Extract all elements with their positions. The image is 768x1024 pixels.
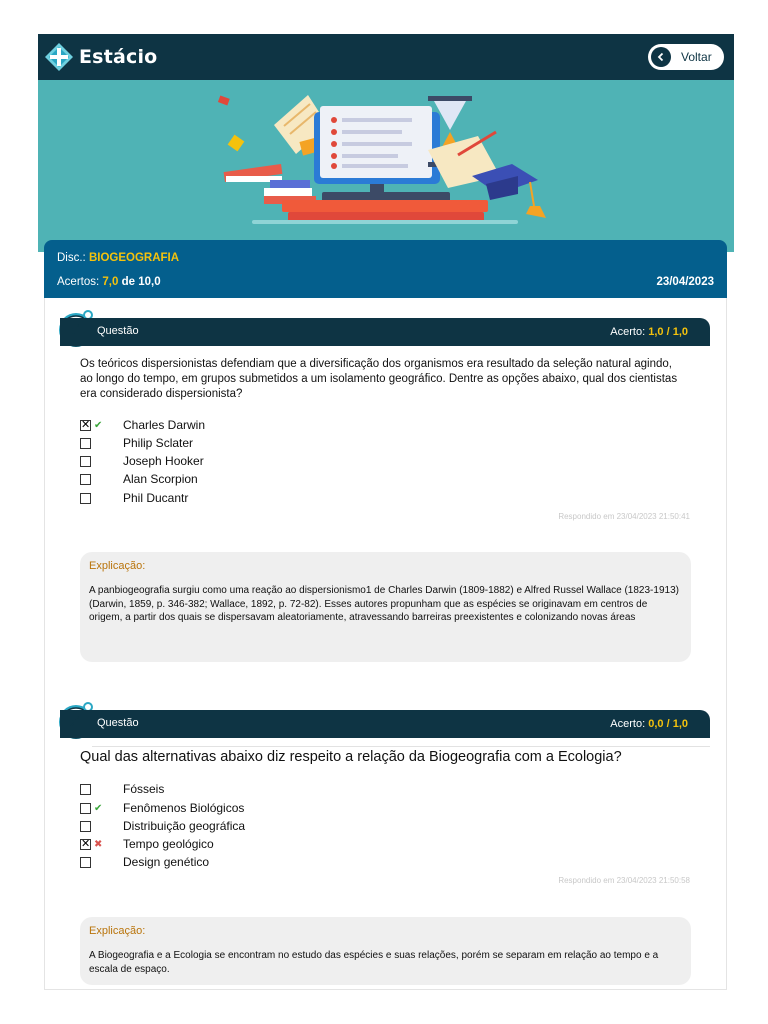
question-score-separator: / xyxy=(666,326,670,338)
question-header xyxy=(60,710,710,738)
back-button[interactable] xyxy=(648,44,724,70)
option-1[interactable] xyxy=(80,417,206,433)
exam-date: 23/04/2023 xyxy=(656,276,714,288)
question-score-label: Acerto: xyxy=(610,718,646,730)
explanation-title: Explicação: xyxy=(89,925,146,937)
top-bar xyxy=(38,34,734,80)
option-label: Fósseis xyxy=(123,782,165,796)
answered-timestamp: Respondido em 23/04/2023 21:50:58 xyxy=(558,876,690,885)
option-label: Phil Ducantr xyxy=(123,491,189,505)
option-5[interactable] xyxy=(80,854,210,870)
question-score-got: 1,0 xyxy=(648,326,664,338)
question-score-max: 1,0 xyxy=(672,326,688,338)
brand-name: Estácio xyxy=(79,46,158,68)
question-text: Qual das alternativas abaixo diz respeito a relação da Biogeografia com a Ecologia? xyxy=(80,749,622,765)
discipline-label: Disc.: xyxy=(57,252,86,264)
checkbox[interactable] xyxy=(80,821,91,832)
question-label: Questão xyxy=(97,325,139,337)
option-label: Tempo geológico xyxy=(123,837,214,851)
option-3[interactable] xyxy=(80,453,204,469)
checkbox[interactable] xyxy=(80,438,91,449)
option-1[interactable] xyxy=(80,781,165,797)
discipline-value: BIOGEOGRAFIA xyxy=(88,252,180,264)
score-total: de 10,0 xyxy=(121,276,161,288)
checkbox[interactable] xyxy=(80,857,91,868)
question-score-label: Acerto: xyxy=(610,326,646,338)
chevron-left-icon xyxy=(651,47,671,67)
checkbox[interactable] xyxy=(80,474,91,485)
checkbox[interactable] xyxy=(80,456,91,467)
option-label: Design genético xyxy=(123,855,210,869)
option-5[interactable] xyxy=(80,490,189,506)
question-number-ordinal: ª xyxy=(76,323,80,332)
option-label: Distribuição geográfica xyxy=(123,819,246,833)
question-score-max: 1,0 xyxy=(672,718,688,730)
answered-timestamp: Respondido em 23/04/2023 21:50:41 xyxy=(558,512,690,521)
score-value: 7,0 xyxy=(102,276,119,288)
question-score-separator: / xyxy=(666,718,670,730)
option-label: Fenômenos Biológicos xyxy=(123,801,245,815)
logo xyxy=(44,42,157,72)
estacio-logo-icon xyxy=(44,42,74,72)
question-score xyxy=(610,718,688,730)
explanation-box xyxy=(80,917,691,985)
question-label: Questão xyxy=(97,717,139,729)
option-label: Joseph Hooker xyxy=(123,454,204,468)
check-icon: ✔ xyxy=(94,419,103,431)
x-icon: ✖ xyxy=(94,838,103,850)
option-2[interactable] xyxy=(80,435,194,451)
option-4[interactable] xyxy=(80,836,214,852)
question-score xyxy=(610,326,688,338)
explanation-title: Explicação: xyxy=(89,560,146,572)
option-2[interactable] xyxy=(80,800,245,816)
score-label: Acertos: xyxy=(57,276,100,288)
checkbox[interactable] xyxy=(80,784,91,795)
check-icon: ✔ xyxy=(94,802,103,814)
banner-illustration xyxy=(38,80,734,252)
option-label: Philip Sclater xyxy=(123,436,194,450)
checkbox[interactable] xyxy=(80,839,91,850)
explanation-text: A panbiogeografia surgiu como uma reação ao dispersionismo1 de Charles Darwin (1809-1882) e Alfred Russel Wallace (1823-1913) (Darwin, 1859, p. 346-382; Wallace, 1892, p. 72-82). Esses autores propunham que as espécies se originavam em centros de origem, a partir dos quais se dispersavam aleatoriamente, atravessando barreiras preexistentes e colonizando novas áreas xyxy=(89,585,679,623)
question-number-value: 1 xyxy=(70,324,77,338)
back-button-label: Voltar xyxy=(681,50,712,64)
discipline xyxy=(57,252,179,264)
checkbox[interactable] xyxy=(80,493,91,504)
score-summary xyxy=(57,276,161,288)
question-number-value: 2 xyxy=(70,716,77,730)
question-number xyxy=(70,715,80,730)
checkbox[interactable] xyxy=(80,420,91,431)
exam-info-bar xyxy=(44,240,727,298)
option-label: Charles Darwin xyxy=(123,418,206,432)
option-3[interactable] xyxy=(80,818,246,834)
question-header xyxy=(60,318,710,346)
question-number xyxy=(70,323,80,338)
question-text: Os teóricos dispersionistas defendiam que a diversificação dos organismos era resultado da seleção natural agindo, ao longo do tempo, em grupos submetidos a um isolamento geográfico. Dentre as opções abaixo, qual dos cientistas era considerado dispersionista? xyxy=(80,358,678,400)
option-label: Alan Scorpion xyxy=(123,472,198,486)
question-number-ordinal: ª xyxy=(76,715,80,724)
study-illustration-icon xyxy=(38,80,734,252)
divider xyxy=(92,746,710,747)
explanation-box xyxy=(80,552,691,662)
option-4[interactable] xyxy=(80,471,198,487)
question-score-got: 0,0 xyxy=(648,718,664,730)
explanation-text: A Biogeografia e a Ecologia se encontram no estudo das espécies e suas relações, porém se separam em relação ao tempo e a escala de espaço. xyxy=(89,950,659,975)
checkbox[interactable] xyxy=(80,803,91,814)
